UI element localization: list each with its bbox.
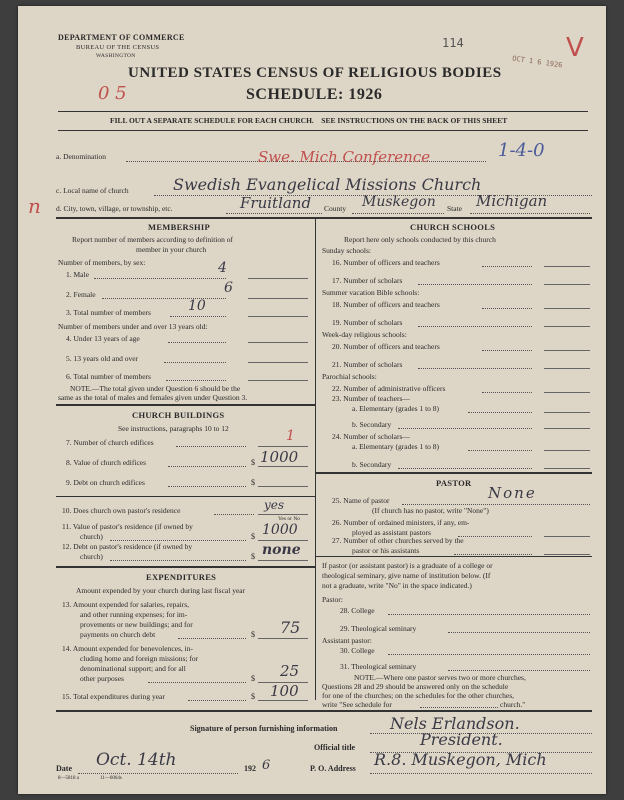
q25-label: 25. Name of pastor (332, 496, 390, 505)
q25-value[interactable]: None (488, 484, 537, 502)
q3-value[interactable]: 10 (188, 298, 206, 314)
age-split-label: Number of members under and over 13 years old: (58, 322, 208, 331)
q21-label: 21. Number of scholars (332, 360, 403, 369)
side-annotation: n (28, 194, 41, 218)
q18-label: 18. Number of officers and teachers (332, 300, 440, 309)
buildings-intro: See instructions, paragraphs 10 to 12 (118, 424, 229, 433)
pastor-note-3: for one of the churches; on the schedules for the other churches, (322, 691, 515, 700)
state-label: State (447, 204, 462, 213)
expenditures-intro: Amount expended by your church during last fiscal year (76, 586, 246, 595)
q9-dollar: $ (251, 478, 255, 487)
official-title-value[interactable]: President. (420, 730, 503, 749)
q14-label-2: cluding home and foreign missions; for (80, 654, 199, 663)
q14-label: 14. Amount expended for benevolences, in- (62, 644, 194, 653)
q6-label: 6. Total number of members (66, 372, 151, 381)
instruction-line: FILL OUT A SEPARATE SCHEDULE FOR EACH CHURCH. SEE INSTRUCTIONS ON THE BACK OF THIS SHEET (110, 116, 508, 125)
q14-value[interactable]: 25 (280, 662, 300, 680)
city-value[interactable]: Fruitland (240, 194, 312, 212)
pastor-note-4: write "See schedule for (322, 700, 392, 709)
q8-value[interactable]: 1000 (260, 448, 299, 466)
state-value[interactable]: Michigan (476, 192, 548, 210)
buildings-title: CHURCH BUILDINGS (132, 410, 225, 420)
q31-label: 31. Theological seminary (340, 662, 417, 671)
q13-label-3: provements or new buildings; and for (80, 620, 193, 629)
bureau-name: BUREAU OF THE CENSUS (76, 44, 160, 51)
schools-title: CHURCH SCHOOLS (410, 222, 496, 232)
official-title-label: Official title (314, 743, 356, 752)
q12-label-2: church) (80, 552, 103, 561)
check-mark: V (566, 33, 584, 63)
q13-label-4: payments on church debt (80, 630, 156, 639)
q15-label: 15. Total expenditures during year (62, 692, 165, 701)
census-form (18, 6, 606, 794)
q12-label: 12. Debt on pastor's residence (if owned by (62, 542, 193, 551)
q1-value[interactable]: 4 (218, 260, 227, 276)
q5-label: 5. 13 years old and over (66, 354, 139, 363)
q13-dollar: $ (251, 630, 255, 639)
q15-dollar: $ (251, 692, 255, 701)
county-label: County (324, 204, 347, 213)
membership-title: MEMBERSHIP (148, 222, 211, 232)
sunday-label: Sunday schools: (322, 246, 371, 255)
membership-note-2: same as the total of males and females given under Question 3. (58, 393, 248, 402)
q28-label: 28. College (340, 606, 375, 615)
parochial-label: Parochial schools: (322, 372, 377, 381)
q10-value[interactable]: yes (264, 498, 285, 512)
q9-label: 9. Debt on church edifices (66, 478, 145, 487)
q8-dollar: $ (251, 458, 255, 467)
q30-label: 30. College (340, 646, 375, 655)
denomination-label: a. Denomination (56, 152, 106, 161)
q8-label: 8. Value of church edifices (66, 458, 147, 467)
q24b-label: b. Secondary (352, 460, 392, 469)
q25-note: (If church has no pastor, write "None") (372, 506, 489, 515)
date-label: Date (56, 764, 72, 773)
q11-value[interactable]: 1000 (262, 522, 298, 538)
city-name: WASHINGTON (96, 53, 136, 59)
members-by-sex-label: Number of members, by sex: (58, 258, 146, 267)
q10-label: 10. Does church own pastor's residence (62, 506, 181, 515)
q14-label-3: denominational support; and for all (80, 664, 186, 673)
membership-note: NOTE.—The total given under Question 6 should be the (70, 384, 241, 393)
q2-value[interactable]: 6 (224, 280, 233, 296)
q12-dollar: $ (251, 552, 255, 561)
q23a-label: a. Elementary (grades 1 to 8) (352, 404, 440, 413)
q11-label: 11. Value of pastor's residence (if owned by (62, 522, 193, 531)
q12-value[interactable]: none (262, 542, 301, 558)
q19-label: 19. Number of scholars (332, 318, 403, 327)
pastor-note-5: church." (500, 700, 526, 709)
q7-value[interactable]: 1 (286, 428, 295, 444)
form-title: UNITED STATES CENSUS OF RELIGIOUS BODIES (128, 65, 502, 81)
q17-label: 17. Number of scholars (332, 276, 403, 285)
grad-instruction-2: theological seminary, give name of institution below. (If (322, 571, 491, 580)
asst-pastor-label: Assistant pastor: (322, 636, 372, 645)
membership-intro-2: member in your church (136, 245, 207, 254)
print-code-2: 11—6064s (100, 776, 122, 781)
q2-label: 2. Female (66, 290, 96, 299)
q23b-label: b. Secondary (352, 420, 392, 429)
date-stamp: OCT 1 6 1926 (511, 54, 563, 70)
year-value[interactable]: 6 (262, 758, 271, 773)
summer-label: Summer vacation Bible schools: (322, 288, 420, 297)
address-value[interactable]: R.8. Muskegon, Mich (374, 750, 547, 769)
q14-dollar: $ (251, 674, 255, 683)
city-label: d. City, town, village, or township, etc. (56, 204, 173, 213)
q3-label: 3. Total number of members (66, 308, 151, 317)
q11-dollar: $ (251, 532, 255, 541)
church-name-value[interactable]: Swedish Evangelical Missions Church (173, 175, 482, 194)
yes-no-hint: Yes or No (278, 516, 301, 522)
grad-instruction-3: not a graduate, write "No" in the space indicated.) (322, 581, 472, 590)
print-code: 8—5818 a (58, 776, 79, 781)
q11-label-2: church) (80, 532, 103, 541)
q23-label: 23. Number of teachers— (332, 394, 410, 403)
q15-value[interactable]: 100 (270, 682, 299, 700)
q4-label: 4. Under 13 years of age (66, 334, 140, 343)
schools-intro: Report here only schools conducted by this church (344, 235, 496, 244)
q13-label: 13. Amount expended for salaries, repairs, (62, 600, 190, 609)
date-value[interactable]: Oct. 14th (96, 750, 177, 770)
weekday-label: Week-day religious schools: (322, 330, 407, 339)
q27-label: 27. Number of other churches served by the (332, 536, 464, 545)
year-prefix: 192 (244, 764, 256, 773)
q7-label: 7. Number of church edifices (66, 438, 154, 447)
denomination-code: 1-4-0 (498, 140, 545, 161)
signature-label: Signature of person furnishing information (190, 724, 338, 733)
pastor-note: NOTE.—Where one pastor serves two or more churches, (354, 673, 526, 682)
q24a-label: a. Elementary (grades 1 to 8) (352, 442, 440, 451)
form-number: 114 (442, 36, 464, 50)
q29-label: 29. Theological seminary (340, 624, 417, 633)
dept-name: DEPARTMENT OF COMMERCE (58, 33, 185, 42)
q13-label-2: and other running expenses; for im- (80, 610, 188, 619)
q16-label: 16. Number of officers and teachers (332, 258, 440, 267)
expenditures-title: EXPENDITURES (146, 572, 217, 582)
q13-value[interactable]: 75 (280, 618, 301, 637)
pastor-title: PASTOR (436, 478, 472, 488)
pastor-note-2: Questions 28 and 29 should be answered only on the schedule (322, 682, 509, 691)
q26-label: 26. Number of ordained ministers, if any, em- (332, 518, 470, 527)
q20-label: 20. Number of officers and teachers (332, 342, 440, 351)
q14-label-4: other purposes (80, 674, 124, 683)
county-value[interactable]: Muskegon (362, 194, 436, 210)
denomination-value[interactable]: Swe. Mich Conference (258, 148, 431, 166)
schedule-title: SCHEDULE: 1926 (246, 86, 383, 103)
grad-instruction: If pastor (or assistant pastor) is a graduate of a college or (322, 561, 493, 570)
church-name-label: c. Local name of church (56, 186, 129, 195)
q27-label-2: pastor or his assistants (352, 546, 420, 555)
membership-intro: Report number of members according to definition of (72, 235, 233, 244)
q24-label: 24. Number of scholars— (332, 432, 410, 441)
red-annotation: 0 5 (98, 83, 127, 104)
q1-label: 1. Male (66, 270, 89, 279)
signature-value[interactable]: Nels Erlandson. (390, 714, 520, 733)
pastor-label: Pastor: (322, 595, 343, 604)
q22-label: 22. Number of administrative officers (332, 384, 446, 393)
address-label: P. O. Address (310, 764, 356, 773)
q26-label-2: ployed as assistant pastors (352, 528, 431, 537)
